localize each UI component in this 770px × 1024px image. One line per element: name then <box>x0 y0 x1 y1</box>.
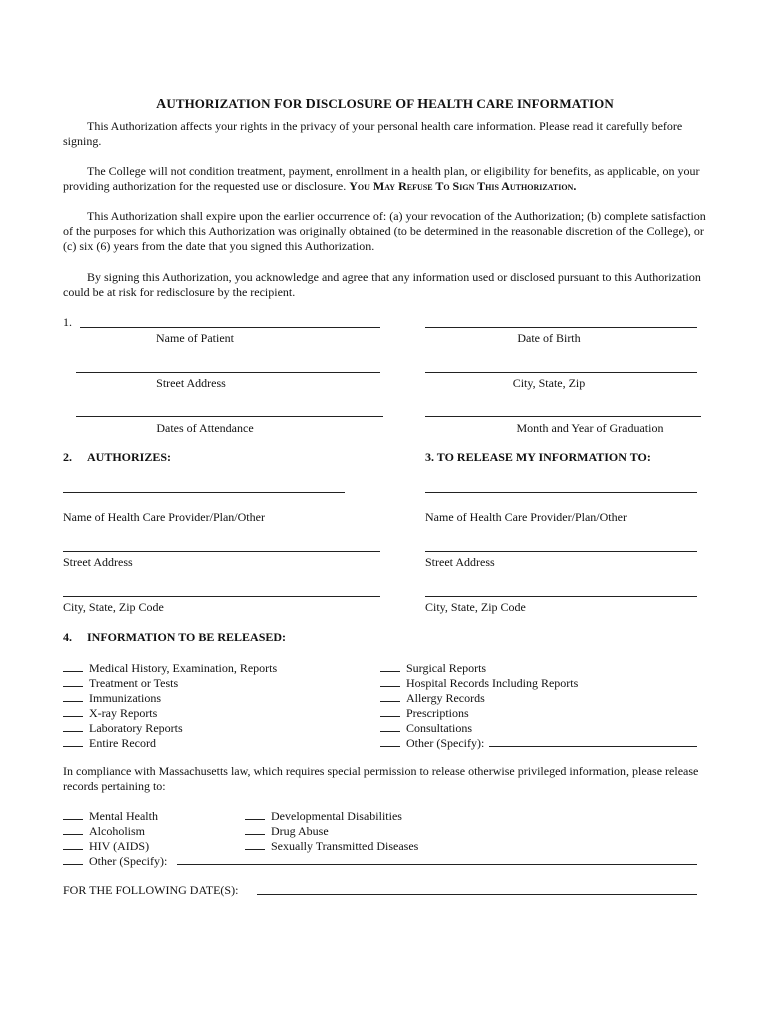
special-option-std[interactable]: Sexually Transmitted Diseases <box>245 838 418 854</box>
special-option-drug-abuse[interactable]: Drug Abuse <box>245 823 329 839</box>
checkbox-blank[interactable] <box>63 853 83 865</box>
patient-street-label: Street Address <box>156 376 226 390</box>
checkbox-blank[interactable] <box>63 735 83 747</box>
special-option-developmental[interactable]: Developmental Disabilities <box>245 808 402 824</box>
section-4-number: 4. <box>63 630 72 644</box>
checkbox-blank[interactable] <box>63 720 83 732</box>
condition-paragraph: The College will not condition treatment, payment, enrollment in a health plan, or eligibility for benefits, as applicable, on your providing authorization for the requested use or disclosure. You May Refuse To Sign This Authorization. <box>63 164 700 193</box>
patient-name-label: Name of Patient <box>156 331 234 345</box>
recipient-street-label: Street Address <box>425 555 495 569</box>
authorizing-provider-field[interactable] <box>63 492 345 493</box>
checkbox-blank[interactable] <box>63 808 83 820</box>
authorizing-street-field[interactable] <box>63 551 380 552</box>
authorizing-provider-label: Name of Health Care Provider/Plan/Other <box>63 510 265 524</box>
special-option-mental-health[interactable]: Mental Health <box>63 808 158 824</box>
form-title: AUTHORIZATION FOR DISCLOSURE OF HEALTH CARE INFORMATION <box>156 96 614 112</box>
release-option-allergy[interactable]: Allergy Records <box>380 690 485 706</box>
graduation-date-field[interactable] <box>425 416 701 417</box>
checkbox-blank[interactable] <box>63 660 83 672</box>
release-option-entire-record[interactable]: Entire Record <box>63 735 156 751</box>
dates-of-attendance-field[interactable] <box>76 416 383 417</box>
date-of-birth-field[interactable] <box>425 327 697 328</box>
expiration-paragraph: This Authorization shall expire upon the earlier occurrence of: (a) your revocation of the Authorization; (b) complete satisfaction of the purposes for which this Authorization was originally obtained (to be determined in the reasonable discretion of the College), or (c) six (6) years from the date that you signed this Authorization. <box>63 209 706 253</box>
checkbox-blank[interactable] <box>63 690 83 702</box>
following-dates-label: FOR THE FOLLOWING DATE(S): <box>63 883 239 897</box>
recipient-street-field[interactable] <box>425 551 697 552</box>
checkbox-blank[interactable] <box>63 838 83 850</box>
release-option-prescriptions[interactable]: Prescriptions <box>380 705 469 721</box>
authorizing-city-label: City, State, Zip Code <box>63 600 164 614</box>
release-option-other[interactable]: Other (Specify): <box>380 735 484 751</box>
graduation-date-label: Month and Year of Graduation <box>516 421 664 435</box>
dates-of-attendance-label: Dates of Attendance <box>156 421 254 435</box>
release-option-treatment[interactable]: Treatment or Tests <box>63 675 178 691</box>
section-4-heading: INFORMATION TO BE RELEASED: <box>87 630 287 644</box>
section-2-heading: AUTHORIZES: <box>87 450 172 464</box>
checkbox-blank[interactable] <box>380 660 400 672</box>
patient-city-field[interactable] <box>425 372 697 373</box>
recipient-provider-label: Name of Health Care Provider/Plan/Other <box>425 510 627 524</box>
patient-name-field[interactable] <box>80 327 380 328</box>
authorizing-street-label: Street Address <box>63 555 133 569</box>
redisclosure-paragraph: By signing this Authorization, you acknowledge and agree that any information used or disclosed pursuant to this Authorization could be at risk for redisclosure by the recipient. <box>63 270 701 299</box>
date-of-birth-label: Date of Birth <box>517 331 581 345</box>
checkbox-blank[interactable] <box>380 735 400 747</box>
checkbox-blank[interactable] <box>63 823 83 835</box>
release-option-immunizations[interactable]: Immunizations <box>63 690 161 706</box>
checkbox-blank[interactable] <box>245 823 265 835</box>
release-option-medical-history[interactable]: Medical History, Examination, Reports <box>63 660 277 676</box>
recipient-city-field[interactable] <box>425 596 697 597</box>
special-option-hiv[interactable]: HIV (AIDS) <box>63 838 149 854</box>
release-option-surgical[interactable]: Surgical Reports <box>380 660 486 676</box>
other-specify-field[interactable] <box>489 746 697 747</box>
checkbox-blank[interactable] <box>245 838 265 850</box>
checkbox-blank[interactable] <box>380 675 400 687</box>
authorizing-city-field[interactable] <box>63 596 380 597</box>
release-option-consultations[interactable]: Consultations <box>380 720 472 736</box>
patient-city-label: City, State, Zip <box>512 376 586 390</box>
section-3-heading: 3. TO RELEASE MY INFORMATION TO: <box>425 450 651 464</box>
checkbox-blank[interactable] <box>380 705 400 717</box>
release-option-laboratory[interactable]: Laboratory Reports <box>63 720 183 736</box>
following-dates-field[interactable] <box>257 894 697 895</box>
release-option-xray[interactable]: X-ray Reports <box>63 705 157 721</box>
compliance-paragraph: In compliance with Massachusetts law, which requires special permission to release otherwise privileged information, please release records pertaining to: <box>63 764 699 793</box>
checkbox-blank[interactable] <box>63 705 83 717</box>
section-2-number: 2. <box>63 450 72 464</box>
refuse-to-sign-notice: You May Refuse To Sign This Authorization. <box>349 179 577 193</box>
checkbox-blank[interactable] <box>63 675 83 687</box>
privacy-paragraph: This Authorization affects your rights in the privacy of your personal health care information. Please read it carefully before signing. <box>63 119 683 148</box>
recipient-city-label: City, State, Zip Code <box>425 600 526 614</box>
checkbox-blank[interactable] <box>380 690 400 702</box>
release-option-hospital[interactable]: Hospital Records Including Reports <box>380 675 578 691</box>
special-option-alcoholism[interactable]: Alcoholism <box>63 823 145 839</box>
special-other-specify-field[interactable] <box>177 864 697 865</box>
special-option-other[interactable]: Other (Specify): <box>63 853 167 869</box>
recipient-provider-field[interactable] <box>425 492 697 493</box>
checkbox-blank[interactable] <box>245 808 265 820</box>
patient-street-field[interactable] <box>76 372 380 373</box>
checkbox-blank[interactable] <box>380 720 400 732</box>
section-1-number: 1. <box>63 315 72 329</box>
